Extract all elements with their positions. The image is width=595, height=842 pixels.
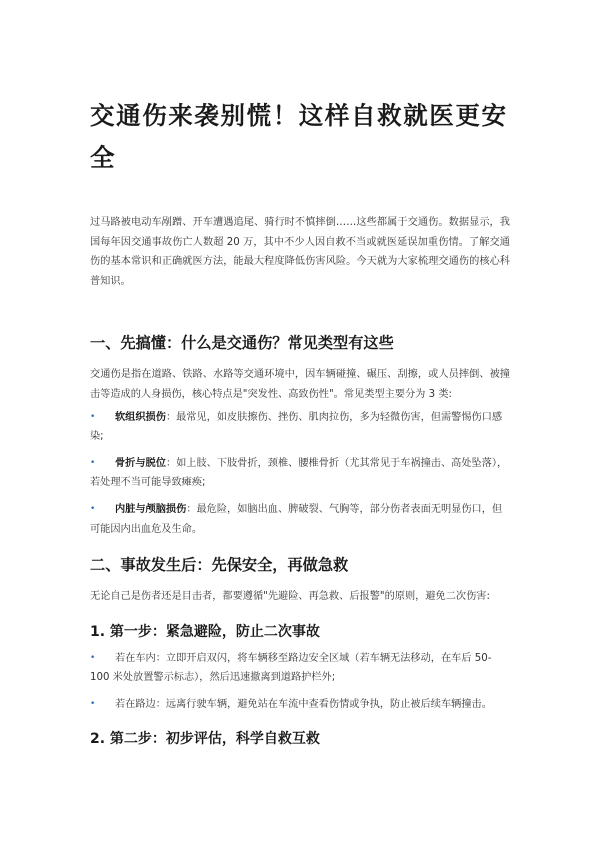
list-item-text: ：最常见，如皮肤擦伤、挫伤、肌肉拉伤，多为轻微伤害，但需警惕伤口感染; [90, 411, 503, 443]
bullet-icon: • [90, 503, 96, 514]
list-item [90, 408, 510, 447]
intro-paragraph: 过马路被电动车剐蹭、开车遭遇追尾、骑行时不慎摔倒……这些都属于交通伤。数据显示，我国每年因交通事故伤亡人数超 20 万，其中不少人因自救不当或就医延误加重伤情。了解交通伤的基本常识和正确就医方法，能最大程度降低伤害风险。今天就为大家梳理交通伤的核心科普知识。 [90, 217, 510, 287]
bullet-icon: • [90, 698, 96, 709]
step-2-heading: 2. 第二步：初步评估，科学自救互救 [90, 730, 320, 747]
list-item-text: 若在路边：远离行驶车辆，避免站在车流中查看伤情或争执，防止被后续车辆撞击。 [115, 698, 492, 710]
list-item-term: 骨折与脱位 [115, 457, 166, 469]
document-title: 交通伤来袭别慌！这样自救就医更安全 [90, 101, 508, 172]
section-2-heading: 二、事故发生后：先保安全，再做急救 [90, 556, 349, 575]
bullet-icon: • [90, 652, 96, 663]
list-item [90, 454, 510, 493]
list-item-term: 内脏与颅脑损伤 [115, 503, 187, 515]
document-page [90, 95, 510, 749]
bullet-icon: • [90, 457, 96, 468]
list-item [90, 695, 510, 715]
list-item-text: ：最危险，如脑出血、脾破裂、气胸等，部分伤者表面无明显伤口，但可能因内出血危及生命。 [90, 503, 503, 535]
list-item-text: ：如上肢、下肢骨折，颈椎、腰椎骨折（尤其常见于车祸撞击、高处坠落），若处理不当可能导致瘫痪; [90, 457, 508, 489]
list-item [90, 649, 510, 688]
section-2-paragraph: 无论自己是伤者还是目击者，都要遵循"先避险、再急救、后报警"的原则，避免二次伤害: [90, 591, 490, 603]
section-1-heading: 一、先搞懂：什么是交通伤？常见类型有这些 [90, 334, 394, 353]
list-item-term: 软组织损伤 [115, 411, 166, 423]
step-1-list [90, 649, 510, 715]
list-item-text: 若在车内：立即开启双闪，将车辆移至路边安全区域（若车辆无法移动，在车后 50-100 米处放置警示标志），然后迅速撤离到道路护栏外; [90, 652, 492, 684]
step-1-heading: 1. 第一步：紧急避险，防止二次事故 [90, 623, 320, 640]
bullet-icon: • [90, 411, 96, 422]
injury-types-list [90, 408, 510, 540]
list-item [90, 500, 510, 539]
section-1-paragraph: 交通伤是指在道路、铁路、水路等交通环境中，因车辆碰撞、碾压、刮擦，或人员摔倒、被撞击等造成的人身损伤，核心特点是"突发性、高致伤性"。常见类型主要分为 3 类: [90, 369, 510, 400]
